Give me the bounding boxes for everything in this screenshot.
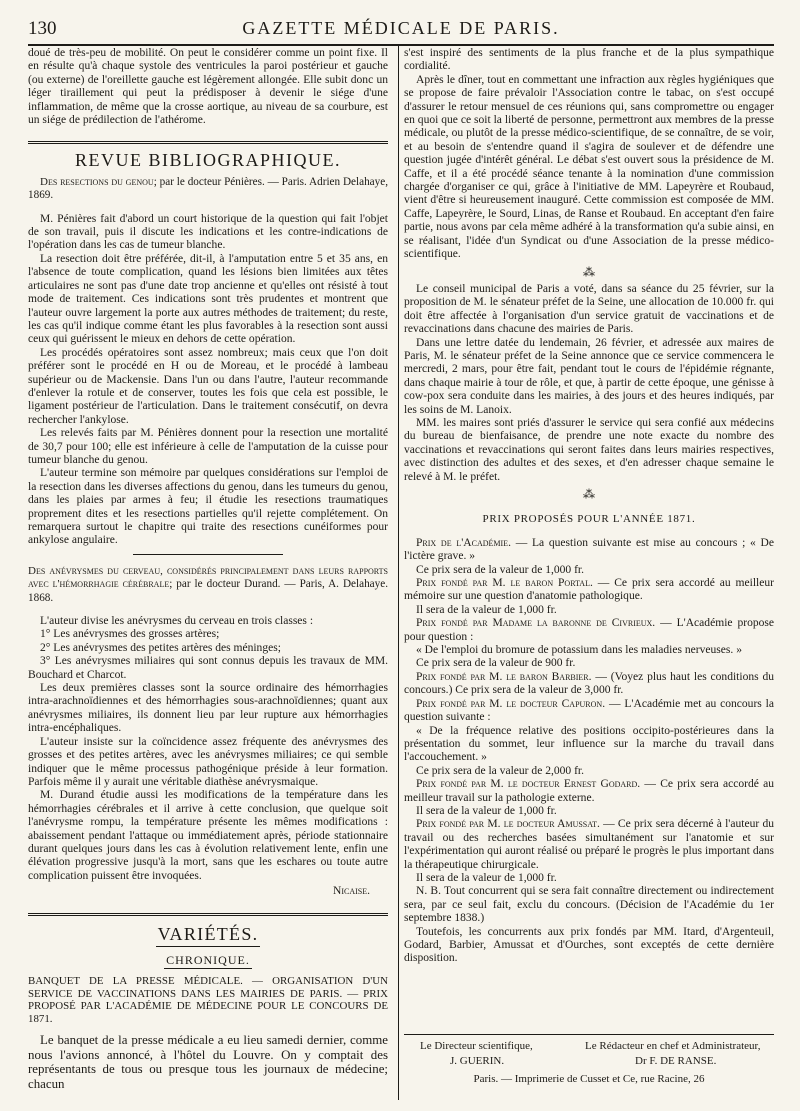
reference-details: ; par le docteur Pénières. — Paris. Adrien Delahaye, 1869. xyxy=(28,175,389,202)
prize-value: Ce prix sera de la valeur de 1,000 fr. xyxy=(416,563,585,576)
paragraph: s'est inspiré des sentiments de la plus franche et de la plus sympathique cordialité. xyxy=(404,47,774,73)
prize-name: Prix fondé par Madame la baronne de Civrieux. xyxy=(416,617,656,630)
prize-text: — L'Académie met au concours la question suivante : xyxy=(404,697,774,724)
prize-name: Prix fondé par M. le docteur Ernest Godard. xyxy=(416,778,641,791)
varietes-title: VARIÉTÉS. xyxy=(156,924,261,947)
paragraph: L'auteur divise les anévrysmes du cerveau en trois classes : xyxy=(40,615,314,628)
paragraph: M. Pénières fait d'abord un court historique de la question qui fait l'objet de son travail, puis il discute les indications et les contre-indications de l'opération dans les cas de tumeur blanche. xyxy=(28,212,388,252)
paragraph: La resection doit être préférée, dit-il, à l'amputation entre 5 et 35 ans, en l'absence de toute complication, quand les lésions bien limitées aux têtes articulaires ne sont pas d'une date trop ancienne et qu'elles ont résisté à tout mode de traitement. Ces indications sont très prudentes et montrent que l'auteur ouvre largement la porte aux autres méthodes de traitement; du reste, les cas qu'il indique comme étant les plus favorables à la resection sont aussi ceux qui guérissent le mieux en dehors de cette opération. xyxy=(28,252,388,346)
editor-title: Le Rédacteur en chef et Administrateur, xyxy=(585,1040,761,1052)
reference-title: Des resections du genou xyxy=(40,175,154,188)
prize-entry xyxy=(404,577,774,604)
chronique-heading xyxy=(28,954,388,967)
prize-entry xyxy=(404,537,774,564)
column-divider xyxy=(398,46,399,1100)
varietes-heading xyxy=(28,923,388,944)
list-item: 2° Les anévrysmes des petites artères des méninges; xyxy=(40,641,281,654)
list-item: 1° Les anévrysmes des grosses artères; xyxy=(40,628,220,641)
paragraph: M. Durand étudie aussi les modifications de la température dans les hémorrhagies cérébrales et il arrive à cette conclusion, que quelque soit l'anévrysme rompu, la température présente les mêmes modifications : abaissement pendant l'attaque ou immédiatement après, période stationnaire durant quelques jours dans les cas à évolution relativement lente, enfin une élévation progressive jusqu'à la mort, sans que les eschares ou toute autre complication puissent être invoquées. xyxy=(28,789,388,882)
prize-entry xyxy=(404,617,774,644)
prize-question: « De la fréquence relative des positions occipito-postérieures dans la présentation du sommet, leur influence sur la marche du travail dans l'accouchement. » xyxy=(404,724,774,764)
chronique-title: CHRONIQUE. xyxy=(166,952,250,967)
prizes-title: PRIX PROPOSÉS POUR L'ANNÉE 1871. xyxy=(482,513,696,526)
reference-anevrysmes xyxy=(28,565,388,605)
prize-entry xyxy=(404,778,774,805)
journal-title: GAZETTE MÉDICALE DE PARIS. xyxy=(242,18,560,38)
prize-value: Ce prix sera de la valeur de 2,000 fr. xyxy=(416,764,585,777)
paragraph: MM. les maires sont priés d'assurer le service qui sera confié aux médecins du bureau de bienfaisance, de prendre une note exacte du nombre des vaccinations et revaccinations qui seront faites dans leurs mairies respectives, avec distinction des adultes et des sexes, et d'en adresser chaque semaine le relevé à M. le préfet. xyxy=(404,416,774,483)
prize-name: Prix de l'Académie. xyxy=(416,536,511,549)
printer-line: Paris. — Imprimerie de Cusset et Ce, rue Racine, 26 xyxy=(473,1073,705,1085)
right-column xyxy=(404,47,774,966)
paragraph: L'auteur insiste sur la coïncidence assez fréquente des anévrysmes des grosses et des petites artères, avec les anévrysmes miliaires; ce qui semble indiquer que le même processus pathogénique préside à leur formation. Parfois même il y aurait une véritable diathèse anévrysmaique. xyxy=(28,735,388,788)
banquet-heading: BANQUET DE LA PRESSE MÉDICALE. — ORGANISATION D'UN SERVICE DE VACCINATIONS DANS LES MAIRIES DE PARIS. — PRIX PROPOSÉ PAR L'ACADÉMIE DE MÉDECINE POUR LE CONCOURS DE 1871. xyxy=(28,975,388,1025)
prize-entry xyxy=(404,671,774,698)
paragraph: Dans une lettre datée du lendemain, 26 février, et adressée aux maires de Paris, M. le sénateur préfet de la Seine annonce que ce service commencera le mercredi, 2 mars, pour être fait, pendant tout le cours de l'épidémie régnante, dans chaque mairie à tour de rôle, et que, à partir de cette époque, une génisse à cow-pox sera conduite dans les mairies, à des jours et des heures indiqués, par les soins de M. Lanoix. xyxy=(404,336,774,416)
revue-title: REVUE BIBLIOGRAPHIQUE. xyxy=(75,150,341,171)
reference-title: Des anévrysmes du cerveau, considérés principalement dans leurs rapports avec l'hémorrhagie cérébrale xyxy=(28,564,388,591)
prize-name: Prix fondé par M. le docteur Amussat. xyxy=(416,818,600,831)
prize-text: — Ce prix sera accordé au meilleur mémoire sur une question d'anatomie pathologique. xyxy=(404,577,774,603)
paragraph: Le conseil municipal de Paris a voté, dans sa séance du 25 février, sur la proposition de M. le sénateur préfet de la Seine, une allocation de 10.000 fr. qui doit être affectée à l'organisation d'un service gratuit de vaccinations et de revaccinations dans chacune des mairies de Paris. xyxy=(404,282,774,336)
paragraph: Le banquet de la presse médicale a eu lieu samedi dernier, comme nous l'avions annoncé, à l'hôtel du Louvre. On y comptait des représentants de tous ou presque tous les journaux de médecine; chacun xyxy=(28,1033,388,1091)
prize-name: Prix fondé par M. le docteur Capuron. xyxy=(416,697,606,710)
prize-text: — Ce prix sera décerné à l'auteur du travail ou des recherches basées simultanément sur l'anatomie et sur l'expérimentation qui auront réalisé ou préparé le progrès le plus important dans la thérapeutique chirurgicale. xyxy=(404,818,774,871)
director-name: J. GUERIN. xyxy=(450,1055,505,1067)
prize-text: — La question suivante est mise au concours ; « De l'ictère grave. » xyxy=(404,536,774,563)
prize-name: Prix fondé par M. le baron Portal. xyxy=(416,577,593,590)
prize-value: Il sera de la valeur de 1,000 fr. xyxy=(416,804,557,817)
prize-text: — (Voyez plus haut les conditions du concours.) Ce prix sera de la valeur de 3,000 fr. xyxy=(404,670,775,697)
short-rule xyxy=(133,554,283,555)
prize-entry xyxy=(404,818,774,872)
prize-text: — Ce prix sera accordé au meilleur travail sur la pathologie externe. xyxy=(404,778,774,804)
editor-name: Dr F. DE RANSE. xyxy=(635,1055,717,1067)
prize-value: Il sera de la valeur de 1,000 fr. xyxy=(416,871,557,884)
prize-entry xyxy=(404,698,774,725)
prize-question: « De l'emploi du bromure de potassium dans les maladies nerveuses. » xyxy=(416,644,742,657)
asterism: ⁂ xyxy=(583,264,595,279)
page-number: 130 xyxy=(28,18,57,39)
page-header xyxy=(28,12,774,42)
director-title: Le Directeur scientifique, xyxy=(420,1040,533,1052)
section-rule xyxy=(28,913,388,916)
list-item: 3° Les anévrysmes miliaires qui sont connus depuis les travaux de MM. Bouchard et Charcot. xyxy=(28,655,388,681)
left-column xyxy=(28,47,388,1091)
prize-value: Ce prix sera de la valeur de 900 fr. xyxy=(416,657,576,670)
paragraph: Les relevés faits par M. Pénières donnent pour la resection une mortalité de 30,7 pour 100; elle est inférieure à celle de l'amputation de la cuisse pour tumeur blanche du genou. xyxy=(28,427,388,466)
footer-rule xyxy=(404,1034,774,1035)
nota-bene: N. B. Tout concurrent qui se sera fait connaître directement ou indirectement sera, par ce seul fait, exclu du concours. (Décision de l'Académie du 1er septembre 1838.) xyxy=(404,885,774,925)
reference-details: ; par le docteur Durand. — Paris, A. Delahaye. 1868. xyxy=(28,578,388,604)
section-rule xyxy=(28,141,388,144)
reference-resections xyxy=(28,176,388,203)
asterism: ⁂ xyxy=(583,487,595,501)
prize-value: Il sera de la valeur de 1,000 fr. xyxy=(416,603,557,616)
paragraph: Toutefois, les concurrents aux prix fondés par MM. Itard, d'Argenteuil, Godard, Barbier, Amussat et d'Ourches, sont exceptés de cette dernière disposition. xyxy=(404,925,774,965)
prize-text: — L'Académie propose pour question : xyxy=(404,617,775,643)
paragraph: L'auteur termine son mémoire par quelques considérations sur l'emploi de la resection dans les diverses affections du genou, dans les tumeurs du genou, dans les plaies par armes à feu; il étudie les resections traumatiques proprement dites et les resections partielles qu'il rejette complétement. On remarquera surtout le chapitre qui traite des resections cunéiformes pour ankylose angulaire. xyxy=(28,467,388,547)
prize-name: Prix fondé par M. le baron Barbier. xyxy=(416,670,592,683)
header-rule xyxy=(28,44,774,46)
paragraph: Les deux premières classes sont la source ordinaire des hémorrhagies intra-arachnoïdiennes et des hémorrhagies sous-arachnoïdiennes; quant aux anévrysmes miliaires, ils donnent lieu par leur rupture aux hémorrhagies intra-encéphaliques. xyxy=(28,682,388,735)
signature: Nicaise. xyxy=(332,885,370,898)
paragraph: Après le dîner, tout en commettant une infraction aux règles hygiéniques que se propose de faire prévaloir l'Association contre le tabac, on s'est occupé d'assurer le retour mensuel de ces réunions qui, sans compromettre ou engager en quoi que ce soit la liberté de personne, permettront aux membres de la presse médicale, ou plutôt de la presse médico-scientifique, de se connaître, de se voir, et au besoin de s'entendre quand il s'agira de soulever et de défendre une question jugée d'intérêt général. Le débat s'est ouvert sous la présidence de M. Caffe, et il a été procédé séance tenante à la nomination d'une commission chargée d'organiser ce qui, grâce à l'initiative de MM. Lapeyrère et Roubaud, vient d'être si heureusement inauguré. Cette commission est composée de MM. Caffe, Lapeyrère, le Sourd, Linas, de Ranse et Roubaud. En acceptant d'en faire partie, nous avons par cela même adhéré à la transformation qu'a subie ainsi, en se réalisant, l'idée d'un Syndicat ou d'une Association de la presse médico-scientifique. xyxy=(404,73,774,261)
paragraph: Les procédés opératoires sont assez nombreux; mais ceux que l'on doit préférer sont le procédé en H ou de Moreau, et le procédé à lambeau supérieur ou de Mackensie. Dans l'un ou dans l'autre, l'auteur recommande d'enlever la rotule et de conserver, toutes les fois que cela est possible, le ligament postérieur de l'articulation. Dans le traitement consécutif, on devra rechercher l'ankylose. xyxy=(28,346,388,426)
intro-paragraph: doué de très-peu de mobilité. On peut le considérer comme un point fixe. Il en résulte qu'à chaque systole des ventricules la paroi postérieur et gauche (ou externe) de l'oreillette gauche est légèrement allongée. Elle subit donc un léger tiraillement qui peut la prédisposer à devenir le siége d'une inflammation, de même que la crosse aortique, au niveau de sa courbure, est un siége de prédilection de l'athérome. xyxy=(28,47,388,127)
